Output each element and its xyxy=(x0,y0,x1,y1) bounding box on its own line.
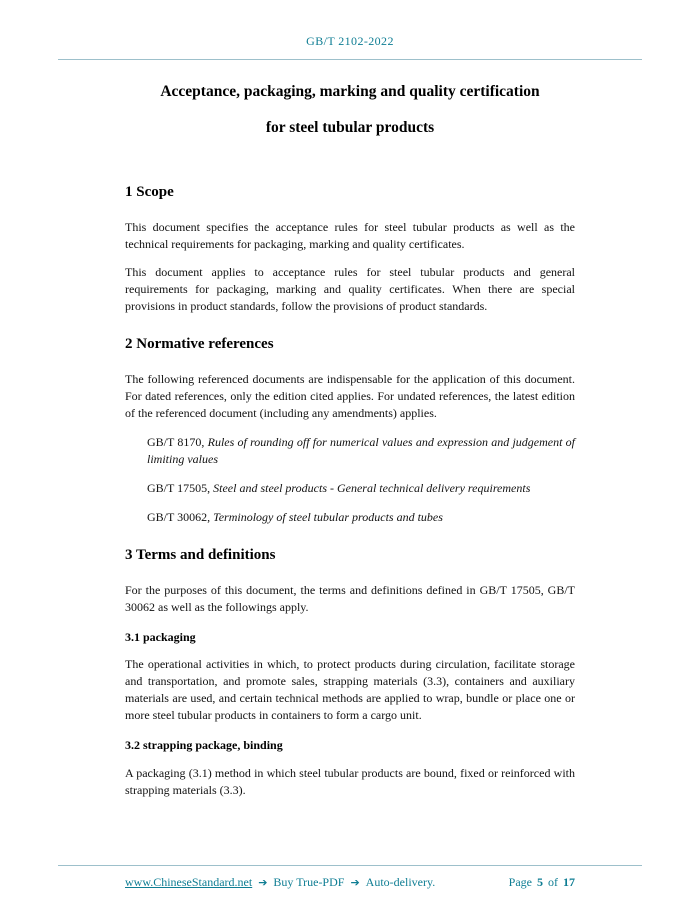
reference-code: GB/T 30062, xyxy=(147,509,211,524)
term-heading-packaging: 3.1 packaging xyxy=(125,629,196,644)
page-header xyxy=(0,0,700,60)
terms-intro-paragraph: For the purposes of this document, the terms and definitions defined in GB/T 17505, GB/T 30062 as well as the followings apply. xyxy=(125,582,575,614)
current-page-number: 5 xyxy=(537,875,543,889)
reference-code: GB/T 17505, xyxy=(147,480,211,495)
reference-item-1 xyxy=(147,434,575,468)
document-title-line1: Acceptance, packaging, marking and quality certification xyxy=(160,83,540,100)
section-heading-normative-references: 2 Normative references xyxy=(125,335,274,352)
reference-title: Terminology of steel tubular products and tubes xyxy=(213,509,443,524)
page-label: Page xyxy=(508,875,532,889)
term-heading-strapping-package: 3.2 strapping package, binding xyxy=(125,738,283,753)
footer-divider xyxy=(58,865,642,866)
standard-number-header: GB/T 2102-2022 xyxy=(306,34,394,48)
section-heading-scope: 1 Scope xyxy=(125,183,174,200)
of-label: of xyxy=(548,875,558,889)
buy-true-pdf-label: Buy True-PDF xyxy=(273,875,345,889)
arrow-right-icon: ➔ xyxy=(350,876,360,889)
page-indicator xyxy=(509,875,575,890)
auto-delivery-label: Auto-delivery. xyxy=(365,875,436,889)
page-footer xyxy=(0,855,700,906)
reference-item-2 xyxy=(147,480,575,497)
total-page-number: 17 xyxy=(563,875,575,889)
website-link[interactable]: www.ChineseStandard.net xyxy=(125,875,253,889)
reference-title: Steel and steel products - General technical delivery requirements xyxy=(213,480,531,495)
reference-code: GB/T 8170, xyxy=(147,434,205,449)
arrow-right-icon: ➔ xyxy=(258,876,268,889)
term-definition-strapping-package: A packaging (3.1) method in which steel tubular products are bound, fixed or reinforced with strapping materials (3.3). xyxy=(125,765,575,797)
scope-paragraph-2: This document applies to acceptance rules for steel tubular products and general requirements for packaging, marking and quality certificates. When there are special provisions in product standards, follow the provisions of product standards. xyxy=(125,264,575,313)
term-definition-packaging: The operational activities in which, to protect products during circulation, facilitate storage and transportation, and promote sales, strapping materials (3.3), containers and auxiliary materials are used, and certain technical methods are applied to wrap, bundle or place one or more steel tubular products in containers to form a cargo unit. xyxy=(125,657,575,723)
document-title xyxy=(125,84,575,137)
reference-title: Rules of rounding off for numerical values and expression and judgement of limiting values xyxy=(147,434,576,466)
reference-item-3 xyxy=(147,509,575,526)
scope-paragraph-1: This document specifies the acceptance rules for steel tubular products as well as the technical requirements for packaging, marking and quality certificates. xyxy=(125,219,575,251)
document-body xyxy=(0,60,700,855)
footer-branding xyxy=(125,875,435,890)
footer-row xyxy=(0,875,700,890)
normative-intro-paragraph: The following referenced documents are indispensable for the application of this document. For dated references, only the edition cited applies. For undated references, the latest edition of the referenced document (including any amendments) applies. xyxy=(125,371,575,420)
document-title-line2: for steel tubular products xyxy=(265,119,435,137)
section-heading-terms: 3 Terms and definitions xyxy=(125,546,276,563)
